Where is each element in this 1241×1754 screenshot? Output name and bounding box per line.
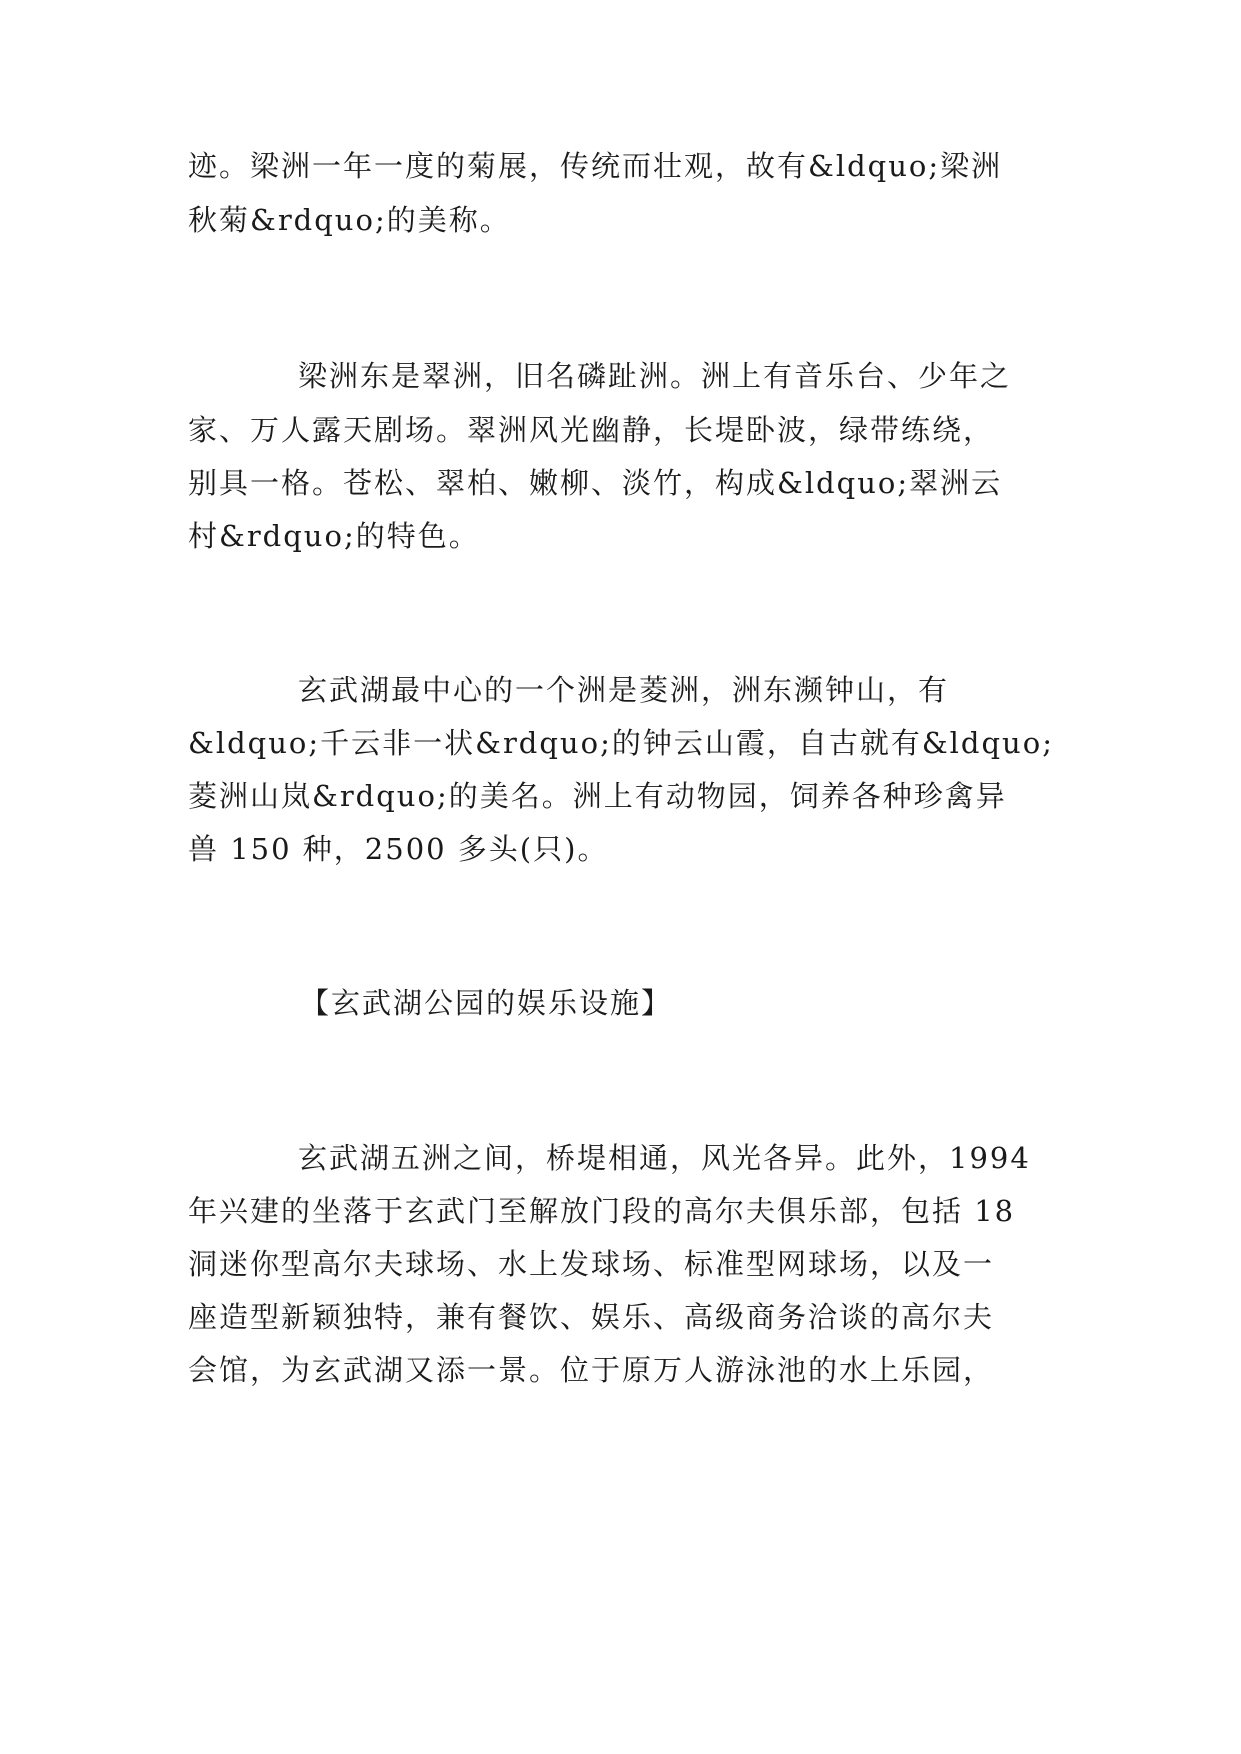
paragraph-3-line-3: 菱洲山岚&rdquo;的美名。洲上有动物园，饲养各种珍禽异 bbox=[188, 779, 1007, 813]
paragraph-2-line-4: 村&rdquo;的特色。 bbox=[188, 519, 480, 553]
paragraph-5-line-1: 玄武湖五洲之间，桥堤相通，风光各异。此外，1994 bbox=[298, 1141, 1031, 1175]
paragraph-2-line-1: 梁洲东是翠洲，旧名磷趾洲。洲上有音乐台、少年之 bbox=[298, 359, 1012, 393]
paragraph-5-line-5: 会馆，为玄武湖又添一景。位于原万人游泳池的水上乐园， bbox=[188, 1353, 995, 1387]
paragraph-3-line-1: 玄武湖最中心的一个洲是菱洲，洲东濒钟山，有 bbox=[298, 673, 950, 707]
paragraph-1-line-2: 秋菊&rdquo;的美称。 bbox=[188, 203, 511, 237]
paragraph-2-line-2: 家、万人露天剧场。翠洲风光幽静，长堤卧波，绿带练绕， bbox=[188, 413, 995, 447]
section-heading: 【玄武湖公园的娱乐设施】 bbox=[300, 986, 673, 1020]
paragraph-3-line-2: &ldquo;千云非一状&rdquo;的钟云山霞，自古就有&ldquo; bbox=[188, 726, 1054, 760]
paragraph-5-line-2: 年兴建的坐落于玄武门至解放门段的高尔夫俱乐部，包括 18 bbox=[188, 1194, 1016, 1228]
paragraph-5-line-3: 洞迷你型高尔夫球场、水上发球场、标准型网球场，以及一 bbox=[188, 1247, 995, 1281]
paragraph-1-line-1: 迹。梁洲一年一度的菊展，传统而壮观，故有&ldquo;梁洲 bbox=[188, 149, 1003, 183]
paragraph-3-line-4: 兽 150 种，2500 多头(只)。 bbox=[188, 832, 609, 866]
paragraph-5-line-4: 座造型新颖独特，兼有餐饮、娱乐、高级商务洽谈的高尔夫 bbox=[188, 1300, 995, 1334]
paragraph-2-line-3: 别具一格。苍松、翠柏、嫩柳、淡竹，构成&ldquo;翠洲云 bbox=[188, 466, 1003, 500]
